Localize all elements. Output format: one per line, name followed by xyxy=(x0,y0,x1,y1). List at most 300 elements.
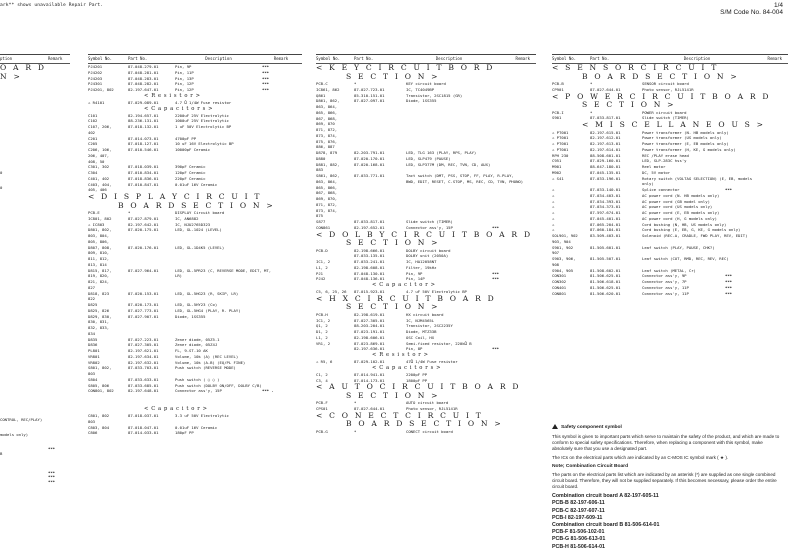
description-cell: Volume, 10k (A-B) (EQ/PL FINE) xyxy=(175,359,246,365)
remark-cell xyxy=(262,100,300,106)
symbol-cell: ⚠ PT001 xyxy=(552,141,569,146)
description-cell: Zener diode, 05Z5.1 xyxy=(175,336,220,342)
section-heading: S E C T I O N > xyxy=(346,302,440,312)
description-cell: Photo sensor, RJL5141R xyxy=(642,86,694,92)
description-cell: CONTROL, REC/PLAY) xyxy=(0,417,43,423)
part-no-cell: 87-027-305-01 xyxy=(354,317,385,323)
section-heading: < P O W E R C I R C U I T B O A R D xyxy=(552,91,771,101)
symbol-cell: 875 xyxy=(316,213,324,219)
part-no-cell: 87-018-037-01 xyxy=(128,413,159,418)
part-no-cell: 87-033-703-01 xyxy=(128,365,159,371)
part-no-cell: 87-048-281-01 xyxy=(128,69,159,75)
description-cell: Diode, 1SS355 xyxy=(406,98,437,104)
symbol-cell: CP901 xyxy=(552,86,564,92)
remark-cell xyxy=(492,359,512,365)
remark-cell xyxy=(262,187,300,193)
part-no-cell: 87-018-039-01 xyxy=(128,164,159,170)
remark-cell: *** xyxy=(725,284,733,290)
description-cell: 4.7 uF 50V Electrolytic BP xyxy=(406,289,467,294)
description-cell: DOLBY unit (2050A) xyxy=(406,253,449,259)
part-no-cell: 82-194-657-01 xyxy=(128,112,159,118)
description-cell xyxy=(0,485,48,490)
remark-cell: *** xyxy=(492,346,500,352)
symbol-cell: C107, 206, xyxy=(88,124,112,129)
symbol-cell: S901, 902 xyxy=(552,244,574,250)
part-no-cell: 87-014-073-01 xyxy=(128,135,159,141)
parts-rows xyxy=(88,406,302,436)
table-row xyxy=(88,388,302,394)
symbol-cell: 822 xyxy=(88,296,96,302)
description-cell: Connector ass'y, 9P xyxy=(642,273,687,279)
combo-item: PCB-I 82-197-609-11 xyxy=(552,514,603,521)
symbol-cell: CPS01 xyxy=(316,406,328,411)
header-remark: Remark xyxy=(273,56,289,61)
description-cell: AC power cord (GB model only) xyxy=(642,198,710,204)
symbol-cell: C403, 404, xyxy=(88,181,112,187)
part-no-cell: 87-034-373-01 xyxy=(590,204,621,210)
symbol-cell: 811, 812, xyxy=(88,256,110,261)
symbol-cell: PJ1 xyxy=(316,270,324,276)
parts-table-col3 xyxy=(316,54,536,435)
description-cell: IC, NJM4565L xyxy=(406,317,435,323)
part-no-cell: 87-027-097-01 xyxy=(354,98,385,104)
symbol-cell: PJ42 xyxy=(316,276,326,282)
symbol-cell: 875, 876, xyxy=(316,138,338,144)
part-no-cell: 87-027-879-01 xyxy=(128,215,159,221)
symbol-cell: 869, 870 xyxy=(316,121,335,127)
description-cell: SENSOR circuit board xyxy=(642,81,689,86)
part-no-cell: 87-027-223-01 xyxy=(128,336,159,342)
symbol-cell: C304 xyxy=(88,170,98,175)
part-no-cell: 87-033-140-01 xyxy=(590,187,621,192)
symbol-cell: 871, 872, xyxy=(316,127,338,132)
description-cell: Leaf switch (CUT, RMD, REC, REV, REC) xyxy=(642,256,729,261)
description-cell: Diode, 1SS355 xyxy=(175,313,206,319)
description-cell: LED, GL-5PR23 (C, REVERSE MODE, EDIT, MT, xyxy=(175,267,272,273)
header-description: ption xyxy=(0,56,13,61)
section-heading: < C O N E C T C I R C U I T xyxy=(316,410,484,420)
header-part: Part No. xyxy=(128,56,148,61)
description-cell: Pin, 9P xyxy=(175,64,192,69)
table-row xyxy=(88,430,302,436)
table-row xyxy=(316,359,536,365)
symbol-cell: D835 xyxy=(88,336,98,342)
description-cell: KEY circuit board xyxy=(406,81,446,86)
part-no-cell: * xyxy=(354,400,357,406)
part-no-cell: 82-197-613-01 xyxy=(590,141,621,146)
description-cell: AC power cord (E, EB models only) xyxy=(642,210,720,215)
safety-title: Safety component symbol xyxy=(561,425,622,430)
symbol-cell: S904, 905 xyxy=(552,267,574,273)
description-cell: Push switch (DOLBY ON/OFF, DOLBY C/B) xyxy=(175,382,262,388)
parts-table-col0 xyxy=(0,54,70,490)
part-no-cell: * xyxy=(128,210,131,215)
symbol-cell: S804 xyxy=(88,376,98,382)
symbol-cell: 821, 824, xyxy=(88,279,110,284)
symbol-cell xyxy=(316,346,354,352)
part-no-cell: 88-203-204-01 xyxy=(354,323,385,329)
part-no-cell: 82-197-615-01 xyxy=(590,129,621,135)
symbol-cell: 907 xyxy=(552,250,560,256)
remark-cell: *** xyxy=(48,469,56,475)
part-no-cell: 82-197-647-01 xyxy=(128,87,159,92)
description-cell: Push switch ( ○ ○ ) xyxy=(175,376,220,382)
parts-rows xyxy=(552,64,788,296)
combo-item: PCB-C 82-197-607-11 xyxy=(552,507,605,514)
symbol-cell: M901 xyxy=(552,164,562,169)
subsection-heading: < R e s i s t o r > xyxy=(144,92,201,99)
description-cell: HX circuit board xyxy=(406,311,444,317)
description-cell: DOLBY circuit board xyxy=(406,247,451,253)
part-no-cell: 83-509-403-01 xyxy=(590,233,621,238)
part-no-cell: 87-033-817-01 xyxy=(590,115,621,121)
section-heading: < S E N S O R C I R C U I T xyxy=(552,63,719,72)
part-no-cell: 82-197-632-01 xyxy=(128,359,159,365)
part-no-cell: 87-027-644-01 xyxy=(354,406,385,411)
symbol-cell: PCB-F xyxy=(316,400,328,406)
symbol-cell: 832, 833, xyxy=(88,325,110,330)
symbol-cell: PJ4201 xyxy=(88,64,103,69)
symbol-cell: ⚠ R5, 6 xyxy=(316,359,333,364)
description-cell: 1800pF PP xyxy=(406,377,428,383)
table-row xyxy=(552,291,788,297)
part-no-cell: 82-198-619-01 xyxy=(354,311,385,317)
part-no-cell: 87-048-283-01 xyxy=(128,75,159,81)
symbol-cell: S903, 906, xyxy=(552,256,576,261)
header-symbol: Symbol No. xyxy=(316,56,341,61)
symbol-cell: S861, 862, xyxy=(316,173,340,178)
symbol-cell: 803 xyxy=(88,418,96,424)
description-cell: 2200pF PP xyxy=(406,371,428,377)
description-cell: 4700pF PP xyxy=(175,135,197,141)
remark-cell: *** xyxy=(492,270,500,276)
description-cell: Pin, 12P xyxy=(175,81,194,87)
description-cell: 0.01uF 16V Ceramic xyxy=(175,181,218,187)
description-cell: Pin, 14P xyxy=(406,276,425,282)
table-header xyxy=(88,55,302,64)
symbol-cell: ⚠ R4101 xyxy=(88,99,105,105)
description-cell: LED, GL-5HG4 (PLAY, R. PLAY) xyxy=(175,307,241,313)
remark-cell: *** xyxy=(492,276,500,282)
description-cell: Solenoid (REC-A, CRADLE, FWD PLAY, REV, EDIT) xyxy=(642,233,748,238)
part-no-cell: 87-020-153-01 xyxy=(128,290,159,296)
symbol-cell: C5, 6, 25, 26 xyxy=(316,289,347,294)
part-no-cell: 87-033-196-01 xyxy=(590,175,621,181)
description-cell: AC power cord (US models only) xyxy=(642,204,713,210)
description-cell: Leaf switch (PLAY, PAUSE, CHK?) xyxy=(642,244,715,250)
part-no-cell: 85-310-151-01 xyxy=(354,92,385,98)
description-cell: Power transformer (N. HB models only) xyxy=(642,129,729,135)
description-cell: IC, HA12058NT xyxy=(406,259,437,264)
description-cell: Filter, 19kHz xyxy=(406,264,437,270)
header-description: Description xyxy=(683,56,711,61)
header-description: Description xyxy=(205,56,232,61)
description-cell: LED, GL-1024 (LEVEL) xyxy=(175,227,222,233)
part-no-cell: 87-048-130-01 xyxy=(354,270,385,276)
section-heading: O A R D xyxy=(0,63,47,72)
symbol-cell: RPH 230 xyxy=(552,152,569,158)
remark-cell xyxy=(492,429,512,435)
symbol-cell: ⚠ xyxy=(552,198,555,204)
symbol-cell: S877 xyxy=(316,219,326,224)
description-cell: DISPLAY Circuit board xyxy=(175,210,225,215)
remark-cell: *** xyxy=(725,187,733,192)
combo-item: PCB-G 81-506-613-01 xyxy=(552,536,606,543)
remark-cell xyxy=(48,485,70,490)
symbol-cell: C3, 4 xyxy=(316,377,328,383)
part-no-cell: 87-027-723-01 xyxy=(354,86,385,92)
section-heading: < A U T O C I R C U I T B O A R D xyxy=(316,382,521,392)
subsection-heading: < C a p a c i t o r s > xyxy=(144,105,214,112)
symbol-cell: 805, 806, xyxy=(88,238,110,244)
description-cell: LED, SLP-283C hss'y xyxy=(642,158,687,164)
section-heading: < D O L B Y C I R C U I T B O A R D xyxy=(316,229,533,239)
symbol-cell: 867, 868, xyxy=(316,190,338,196)
symbol-cell: L1, 2 xyxy=(316,334,328,340)
part-no-cell: 87-048-279-01 xyxy=(128,64,159,69)
part-no-cell: 87-010-834-01 xyxy=(128,170,159,175)
part-no-cell: 87-033-633-01 xyxy=(128,376,159,382)
symbol-cell: PCB-E xyxy=(88,210,100,215)
description-cell: Power transformer (US models only) xyxy=(642,135,722,141)
symbol-cell: S901 xyxy=(552,115,562,121)
symbol-cell: IC1, 2 xyxy=(316,259,331,264)
symbol-cell: 819, 820, xyxy=(88,273,110,279)
description-cell: 2200uF 25V Electrolytic xyxy=(175,112,229,118)
table-row xyxy=(88,100,302,106)
symbol-cell: ⚠ PT001 xyxy=(552,146,569,152)
symbol-cell: ⚠ PT001 xyxy=(552,135,569,141)
part-no-cell: 87-597-674-01 xyxy=(590,210,621,215)
section-heading: N > xyxy=(0,71,23,81)
symbol-cell: 869, 870, xyxy=(316,196,338,201)
part-no-cell: 87-027-644-01 xyxy=(590,86,621,92)
part-no-cell: 87-014-941-01 xyxy=(354,371,385,377)
part-no-cell: 82-198-666-01 xyxy=(354,247,385,253)
description-cell: IC, NJU2765D323 xyxy=(175,221,211,227)
symbol-cell: C801, 802 xyxy=(88,413,110,418)
symbol-cell: 827 xyxy=(88,284,96,290)
safety-text: This symbol is given to important parts which serve to maintain the safety of the product, and which are made to conform to special safety specifications. Therefore, when replacing a component with this symbol, make absolutely sure that you use a designated part. xyxy=(552,433,780,451)
part-no-cell: 87-023-191-01 xyxy=(354,329,385,334)
description-cell: Connector ass'y, 15P xyxy=(175,388,222,394)
symbol-cell: 830, 831, xyxy=(88,319,110,325)
symbol-cell: PCB-D xyxy=(316,247,328,253)
description-cell: Leaf switch (METAL, Cr) xyxy=(642,267,696,273)
part-no-cell: 82-197-612-01 xyxy=(590,135,621,141)
description-cell: LED, SLP377M (DM, REC, TVN, CD, AUX) xyxy=(406,161,491,167)
symbol-cell: 834 xyxy=(88,330,96,336)
description-cell: Splice connector xyxy=(642,187,680,192)
symbol-cell: 803 xyxy=(88,371,96,376)
symbol-cell: 865, 866, xyxy=(316,184,338,190)
symbol-cell: VR801 xyxy=(88,353,100,359)
description-cell: Pin, 11P xyxy=(175,69,194,75)
remark-cell: *** xyxy=(48,479,56,484)
symbol-cell: D801, 802, xyxy=(88,227,112,233)
symbol-cell: C102 xyxy=(88,118,98,124)
symbol-cell: 408, 50 xyxy=(88,158,105,164)
description-cell: Connector ass'y, 15P xyxy=(406,224,453,230)
symbol-cell: D818, 823 xyxy=(88,290,110,296)
symbol-cell: CON861 xyxy=(316,224,331,230)
part-no-cell: 87-023-869-01 xyxy=(354,340,385,346)
part-no-cell: 87-015-923-01 xyxy=(354,289,385,294)
symbol-cell: D825 xyxy=(88,302,98,307)
section-heading: S E C T I O N > xyxy=(346,238,440,247)
symbol-cell: CON302 xyxy=(552,279,567,284)
symbol-cell: 813, 814 xyxy=(88,261,107,267)
description-cell: 47Ω 1/4W Fuse resistor xyxy=(406,359,458,364)
symbol-cell: C201 xyxy=(88,135,98,141)
section-heading: S E C T I O N > xyxy=(582,100,676,109)
remark-cell: *** xyxy=(48,445,56,451)
symbol-cell: C803, 804 xyxy=(88,424,110,430)
part-no-cell: * xyxy=(590,109,593,115)
part-no-cell: 87-034-403-01 xyxy=(590,192,621,198)
part-no-cell: 81-506-620-01 xyxy=(590,290,621,296)
combo-item: PCB-B 82-197-606-11 xyxy=(552,500,605,507)
symbol-cell: ⚠ xyxy=(552,227,555,233)
subsection-heading: < C a p a c i t o r > xyxy=(144,406,208,412)
symbol-cell: C205 xyxy=(88,141,98,147)
symbol-cell: D880 xyxy=(316,155,326,161)
symbol-cell: PJ4202 xyxy=(88,69,103,75)
description-cell: AC power cord (H, G models only) xyxy=(642,215,717,221)
symbol-cell: D878, 879 xyxy=(316,150,338,155)
sm-code: S/M Code No. 84-004 xyxy=(720,9,783,16)
description-cell: 220pF Ceramic xyxy=(175,175,206,181)
symbol-cell: 865, 866, xyxy=(316,109,338,115)
part-no-cell: 82-198-606-01 xyxy=(354,334,385,340)
header-part: Part No. xyxy=(590,56,610,61)
part-no-cell: 81-505-601-01 xyxy=(590,244,621,250)
symbol-cell: C301, 302 xyxy=(88,164,110,170)
symbol-cell: PJ4201, 802 xyxy=(88,87,114,92)
part-no-cell: 87-010-847-01 xyxy=(128,181,159,187)
part-no-cell: 87-045-401-01 xyxy=(590,215,621,221)
part-no-cell: 87-029-160-01 xyxy=(590,158,621,164)
table-row xyxy=(0,485,70,490)
combo-b-title: Combination circuit board B 81-506-614-01 xyxy=(552,521,660,528)
subsection-heading: < C a p a c i t o r > xyxy=(372,282,436,288)
remark-cell: *** . xyxy=(262,388,274,394)
part-no-cell: 87-048-282-01 xyxy=(128,81,159,87)
part-no-cell: 81-505-507-01 xyxy=(590,256,621,261)
symbol-cell: PCB-G xyxy=(316,428,328,434)
description-cell: POWER circuit board xyxy=(642,109,687,115)
description-cell: LED, GL-5HY23 (Co) xyxy=(175,302,218,307)
symbol-cell: 871, 872, xyxy=(316,201,338,207)
notes-block xyxy=(552,424,784,551)
description-cell: Pin, 8P xyxy=(406,346,423,352)
description-cell: LED, SLP479 (PAUSE) xyxy=(406,155,451,161)
symbol-cell: CON301 xyxy=(552,273,567,279)
symbol-cell: L1, 2 xyxy=(316,264,328,270)
symbol-cell: 908 xyxy=(552,261,560,267)
description-cell: Connector ass'y, 7P xyxy=(642,279,687,284)
description-cell: Pin, 9P xyxy=(406,270,423,276)
description-cell: Rotary switch (VOLTAG SELECTION) (E, EB, models xyxy=(642,175,753,181)
description-cell: AUTO circuit board xyxy=(406,400,449,406)
description-cell: Slide switch (TIMER) xyxy=(642,115,689,121)
part-no-cell: 87-018-836-01 xyxy=(128,175,159,181)
part-no-cell: * xyxy=(354,428,357,434)
symbol-cell: 809, 810, xyxy=(88,250,110,256)
symbol-cell: 402 xyxy=(88,129,96,135)
part-no-cell: 88-508-601-01 xyxy=(590,152,621,158)
symbol-cell: PCB-I xyxy=(552,109,564,115)
description-cell: 1 uF 50V Electrolytic BP xyxy=(175,124,232,129)
remark-cell: *** xyxy=(725,273,733,279)
part-no-cell: 87-034-393-01 xyxy=(590,198,621,204)
description-cell: 4.7 Ω 1/4W Fuse resistor xyxy=(175,99,232,105)
description-cell: Zener diode, 05Z4J xyxy=(175,342,218,348)
description-cell: Transistor, 2SC1815 (GR) xyxy=(406,92,463,98)
symbol-cell: 863, 864, xyxy=(316,104,338,109)
part-no-cell: 87-027-305-01 xyxy=(128,342,159,348)
symbol-cell: ⚠ PT001 xyxy=(552,129,569,135)
description-cell: only) xyxy=(642,181,654,187)
part-no-cell: 87-020-168-01 xyxy=(354,161,385,167)
remark-cell: *** xyxy=(262,75,270,81)
symbol-cell: PJ4301 xyxy=(88,81,103,87)
description-cell: B xyxy=(0,450,3,456)
part-no-cell: 88-647-180-01 xyxy=(590,164,621,169)
part-no-cell: 81-506-618-01 xyxy=(590,279,621,284)
symbol-cell: ⚠ S41 xyxy=(552,175,564,181)
section-heading: < M I S C E L L A N E O U S > xyxy=(582,120,766,129)
symbol-cell: D825, 826 xyxy=(88,307,110,313)
description-cell: 390pF Ceramic xyxy=(175,164,206,170)
part-no-cell: 87-020-175-01 xyxy=(128,227,159,233)
combo-item: PCB-F 81-506-102-01 xyxy=(552,529,605,536)
description-cell: 0 xyxy=(0,170,3,176)
header-description: Description xyxy=(435,56,463,61)
remark-cell: *** xyxy=(262,69,270,75)
part-no-cell: 87-018-132-01 xyxy=(128,124,159,129)
section-heading: B O A R D S E C T I O N > xyxy=(118,200,275,210)
part-no-cell: 87-020-170-01 xyxy=(354,155,385,161)
description-cell: 10000pF Ceramic xyxy=(175,147,211,152)
symbol-cell: C806 xyxy=(88,430,98,436)
safety-heading xyxy=(552,424,784,431)
description-cell: Push switch (REVERSE MODE) xyxy=(175,365,236,371)
description-cell: LED, TLG 163 (PLAY, RPS, PLAY) xyxy=(406,150,477,155)
parts-rows xyxy=(0,64,70,490)
combo-item: PCB-H 81-506-614-01 xyxy=(552,543,605,550)
page-number: 1/4 xyxy=(773,2,783,9)
symbol-cell: D861, 862, xyxy=(316,98,340,104)
header-remark: Remark xyxy=(515,56,530,61)
part-no-cell: 81-506-625-01 xyxy=(590,273,621,279)
description-cell: IC, AN6882 xyxy=(175,215,199,221)
symbol-cell: ⚠ xyxy=(552,192,555,198)
symbol-cell: D1, 2 xyxy=(316,329,328,334)
description-cell: OSC Coil, HX xyxy=(406,334,435,340)
symbol-cell: C101 xyxy=(88,112,98,118)
parts-rows xyxy=(88,64,302,394)
description-cell: Diode, MTZ33B xyxy=(406,329,437,334)
warning-triangle-icon xyxy=(552,424,558,429)
description-cell: BWD, EDIT, RESET, C.STOP, MS, REC, CD, TVN, PHONO) xyxy=(406,178,524,184)
part-no-cell: 81-506-625-01 xyxy=(590,284,621,290)
symbol-cell: PCB-B xyxy=(552,81,564,86)
combo-b-list xyxy=(552,529,784,551)
section-heading: B O A R D S E C T I O N > xyxy=(346,419,503,429)
symbol-cell: S805, 806 xyxy=(88,382,110,388)
symbol-cell: ⚠ xyxy=(552,210,555,215)
